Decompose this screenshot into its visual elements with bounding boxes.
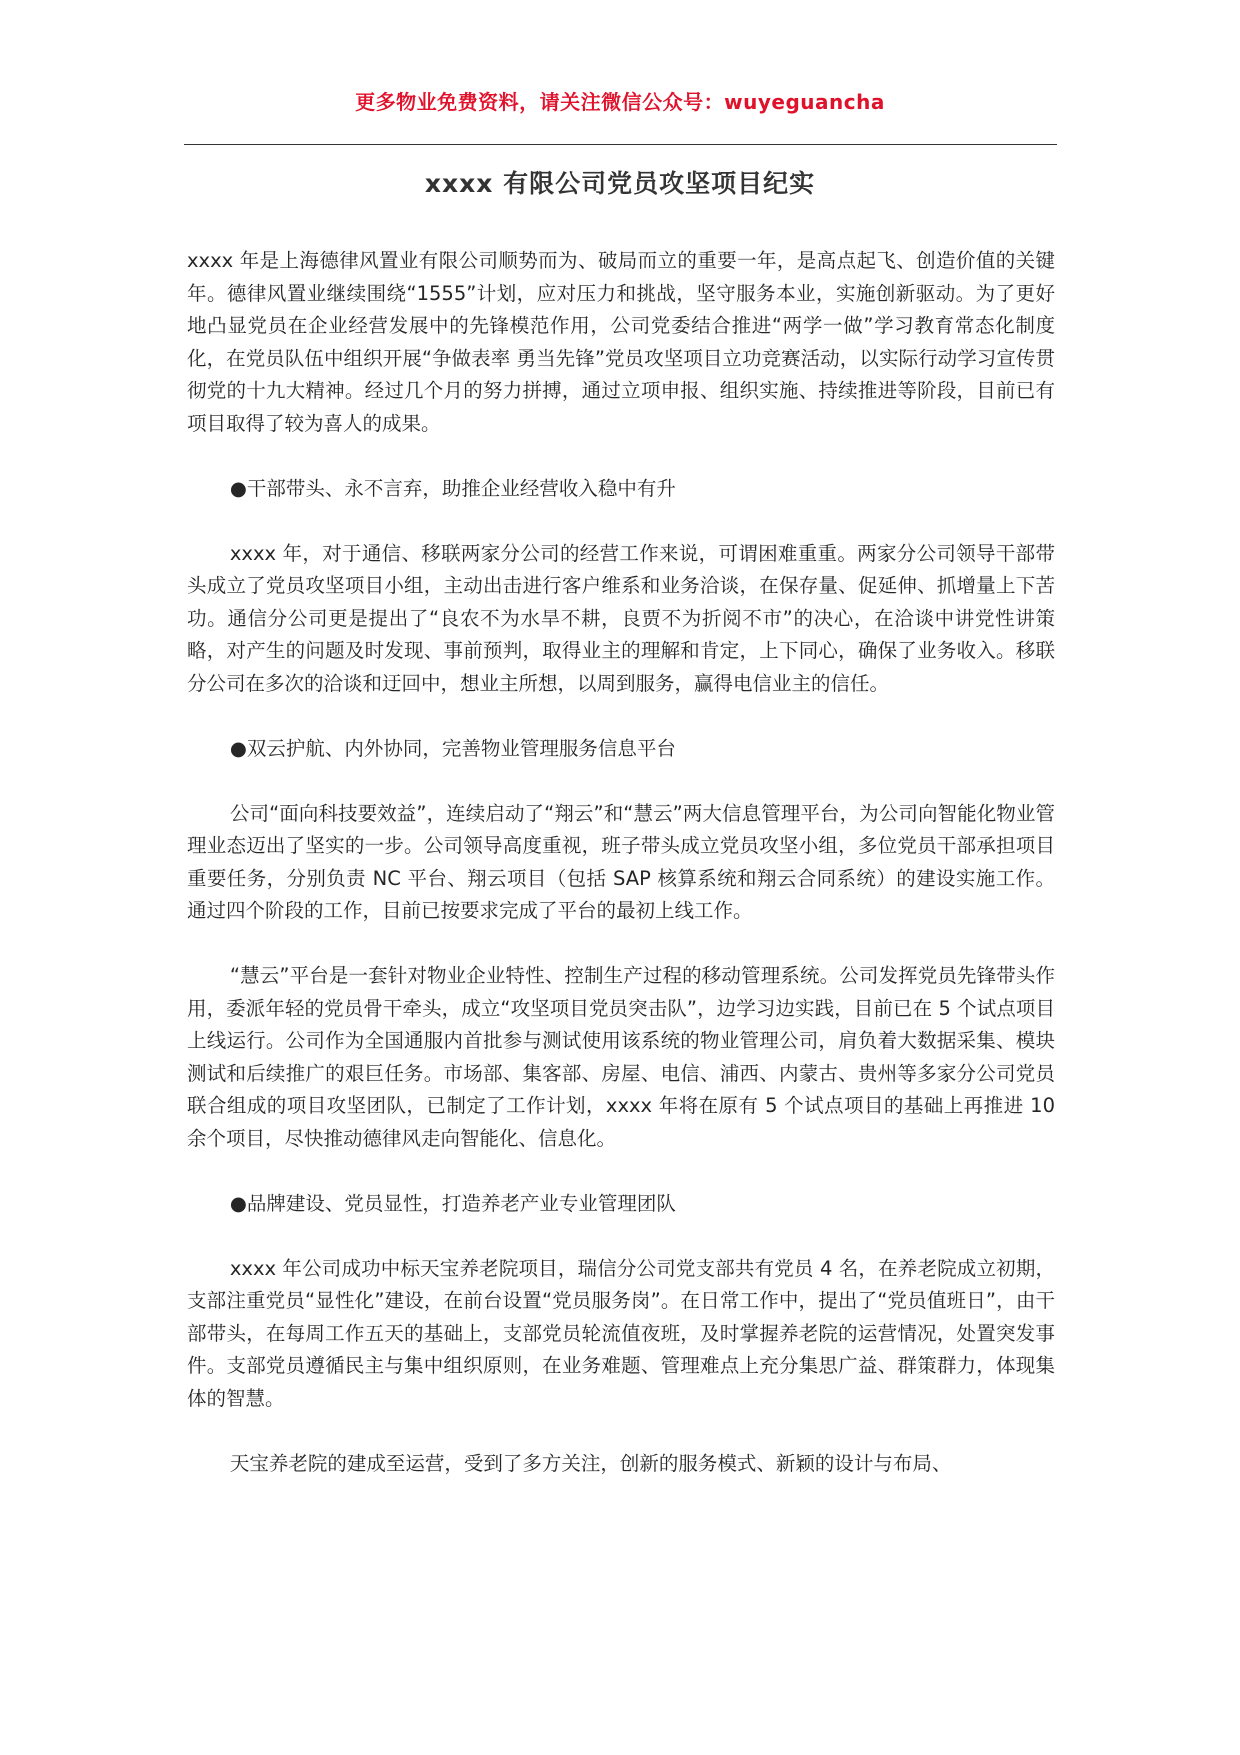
document-title: xxxx 有限公司党员攻坚项目纪实 bbox=[424, 169, 816, 198]
section-heading-3: ●品牌建设、党员显性，打造养老产业专业管理团队 bbox=[229, 1191, 676, 1215]
section-heading-2: ●双云护航、内外协同，完善物业管理服务信息平台 bbox=[229, 736, 676, 760]
intro-paragraph: xxxx 年是上海德律风置业有限公司顺势而为、破局而立的重要一年，是高点起飞、创造价值的关键年。德律风置业继续围绕“1555”计划，应对压力和挑战，坚守服务本业，实施创新驱动。为了更好地凸显党员在企业经营发展中的先锋模范作用，公司党委结合推进“两学一做”学习教育常态化制度化，在党员队伍中组织开展“争做表率 勇当先锋”党员攻坚项目立功竞赛活动，以实际行动学习宣传贯彻党的十九大精神。经过几个月的努力拼搏，通过立项申报、组织实施、持续推进等阶段，目前已有项目取得了较为喜人的成果。 bbox=[187, 249, 1055, 435]
header-divider bbox=[184, 144, 1057, 145]
body-paragraph: xxxx 年，对于通信、移联两家分公司的经营工作来说，可谓困难重重。两家分公司领导干部带头成立了党员攻坚项目小组，主动出击进行客户维系和业务洽谈，在保存量、促延伸、抓增量上下苦功。通信分公司更是提出了“良农不为水旱不耕，良贾不为折阅不市”的决心，在洽谈中讲党性讲策略，对产生的问题及时发现、事前预判，取得业主的理解和肯定，上下同心，确保了业务收入。移联分公司在多次的洽谈和迂回中，想业主所想，以周到服务，赢得电信业主的信任。 bbox=[187, 541, 1055, 695]
document-body bbox=[187, 245, 1055, 1480]
body-paragraph: xxxx 年公司成功中标天宝养老院项目，瑞信分公司党支部共有党员 4 名，在养老院成立初期，支部注重党员“显性化”建设，在前台设置“党员服务岗”。在日常工作中，提出了“党员值班日”，由干部带头，在每周工作五天的基础上，支部党员轮流值夜班，及时掌握养老院的运营情况，处置突发事件。支部党员遵循民主与集中组织原则，在业务难题、管理难点上充分集思广益、群策群力，体现集体的智慧。 bbox=[187, 1256, 1055, 1410]
body-paragraph: 公司“面向科技要效益”，连续启动了“翔云”和“慧云”两大信息管理平台，为公司向智能化物业管理业态迈出了坚实的一步。公司领导高度重视，班子带头成立党员攻坚小组，多位党员干部承担项目重要任务，分别负责 NC 平台、翔云项目（包括 SAP 核算系统和翔云合同系统）的建设实施工作。通过四个阶段的工作，目前已按要求完成了平台的最初上线工作。 bbox=[187, 801, 1055, 922]
body-paragraph: “慧云”平台是一套针对物业企业特性、控制生产过程的移动管理系统。公司发挥党员先锋带头作用，委派年轻的党员骨干牵头，成立“攻坚项目党员突击队”，边学习边实践，目前已在 5 个试点项目上线运行。公司作为全国通服内首批参与测试使用该系统的物业管理公司，肩负着大数据采集、模块测试和后续推广的艰巨任务。市场部、集客部、房屋、电信、浦西、内蒙古、贵州等多家分公司党员联合组成的项目攻坚团队，已制定了工作计划，xxxx 年将在原有 5 个试点项目的基础上再推进 10 余个项目，尽快推动德律风走向智能化、信息化。 bbox=[187, 964, 1055, 1150]
section-heading-1: ●干部带头、永不言弃，助推企业经营收入稳中有升 bbox=[229, 476, 676, 500]
body-paragraph: 天宝养老院的建成至运营，受到了多方关注，创新的服务模式、新颖的设计与布局、 bbox=[229, 1451, 952, 1475]
promo-header-note: 更多物业免费资料，请关注微信公众号：wuyeguancha bbox=[355, 90, 885, 114]
